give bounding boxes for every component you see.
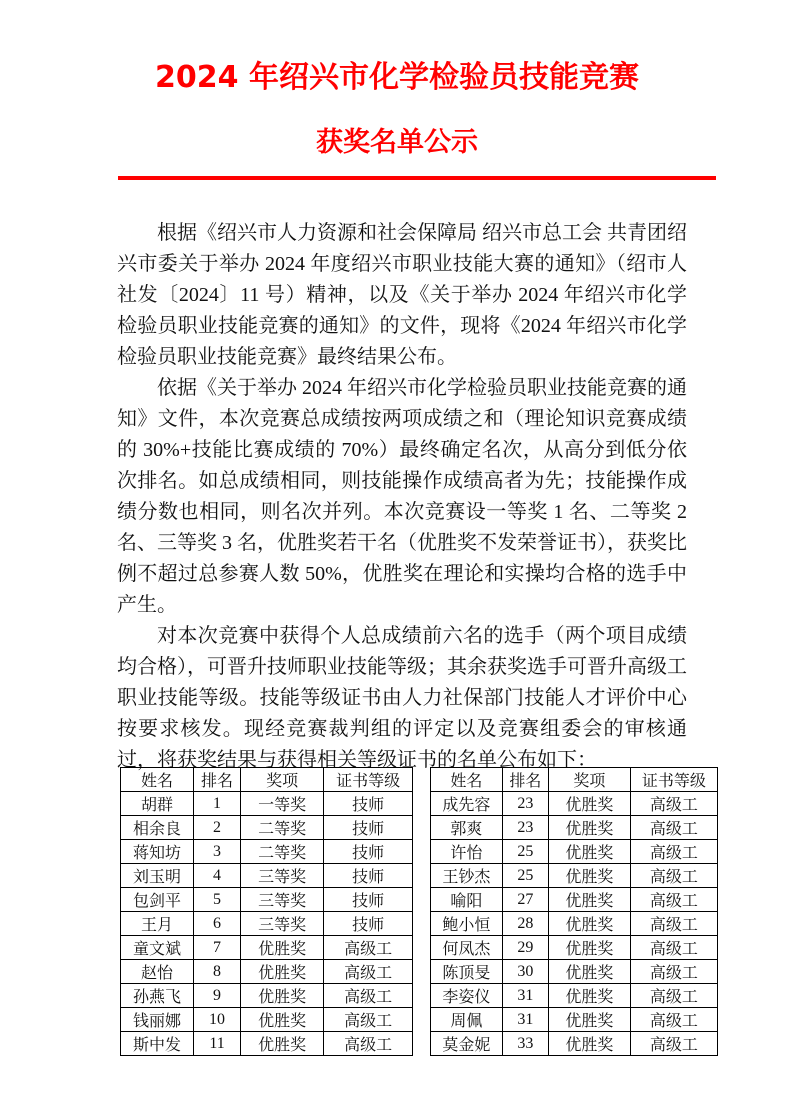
award-cell: 优胜奖 (241, 960, 324, 984)
document-body (117, 218, 687, 776)
table-row (431, 816, 718, 840)
rank-cell: 1 (194, 792, 241, 816)
name-cell: 成先容 (431, 792, 503, 816)
document-title-line1: 2024 年绍兴市化学检验员技能竞赛 (155, 60, 639, 95)
column-header: 奖项 (549, 768, 631, 792)
cert-cell: 高级工 (630, 1032, 717, 1056)
award-cell: 优胜奖 (549, 960, 631, 984)
table-row (431, 912, 718, 936)
award-cell: 优胜奖 (549, 984, 631, 1008)
table-row (431, 792, 718, 816)
title-divider-rule (118, 176, 716, 180)
cert-cell: 高级工 (630, 816, 717, 840)
cert-cell: 技师 (324, 888, 413, 912)
table-row (121, 1032, 413, 1056)
awards-table-left (120, 767, 413, 1056)
column-header: 证书等级 (630, 768, 717, 792)
rank-cell: 10 (194, 1008, 241, 1032)
name-cell: 莫金妮 (431, 1032, 503, 1056)
table-row (431, 1032, 718, 1056)
table-row (121, 864, 413, 888)
award-cell: 一等奖 (241, 792, 324, 816)
award-cell: 优胜奖 (549, 1008, 631, 1032)
table-row (431, 840, 718, 864)
table-row (431, 984, 718, 1008)
rank-cell: 27 (502, 888, 548, 912)
award-cell: 优胜奖 (549, 912, 631, 936)
name-cell: 许怡 (431, 840, 503, 864)
award-cell: 优胜奖 (549, 864, 631, 888)
cert-cell: 高级工 (630, 840, 717, 864)
name-cell: 王月 (121, 912, 194, 936)
cert-cell: 技师 (324, 792, 413, 816)
table-row (121, 960, 413, 984)
award-cell: 优胜奖 (549, 936, 631, 960)
award-cell: 二等奖 (241, 816, 324, 840)
name-cell: 何凤杰 (431, 936, 503, 960)
table-row (431, 1008, 718, 1032)
rank-cell: 31 (502, 1008, 548, 1032)
award-cell: 三等奖 (241, 888, 324, 912)
rank-cell: 25 (502, 864, 548, 888)
rank-cell: 31 (502, 984, 548, 1008)
table-row (121, 1008, 413, 1032)
table-row (121, 816, 413, 840)
name-cell: 孙燕飞 (121, 984, 194, 1008)
name-cell: 相余良 (121, 816, 194, 840)
header-row (431, 768, 718, 792)
column-header: 姓名 (431, 768, 503, 792)
rank-cell: 28 (502, 912, 548, 936)
award-cell: 优胜奖 (549, 840, 631, 864)
body-paragraph: 根据《绍兴市人力资源和社会保障局 绍兴市总工会 共青团绍兴市委关于举办 2024 年度绍兴市职业技能大赛的通知》（绍市人社发〔2024〕11 号）精神，以及《关于举办 2024 年绍兴市化学检验员职业技能竞赛的通知》的文件，现将《2024 年绍兴市化学检验员职业技能竞赛》最终结果公布。 (117, 222, 687, 368)
award-cell: 优胜奖 (241, 1008, 324, 1032)
awards-table-right (430, 767, 718, 1056)
table-row (431, 864, 718, 888)
name-cell: 李姿仪 (431, 984, 503, 1008)
rank-cell: 3 (194, 840, 241, 864)
name-cell: 胡群 (121, 792, 194, 816)
name-cell: 蒋知坊 (121, 840, 194, 864)
cert-cell: 高级工 (630, 912, 717, 936)
document-title-line2: 获奖名单公示 (316, 127, 478, 158)
name-cell: 喻阳 (431, 888, 503, 912)
cert-cell: 技师 (324, 840, 413, 864)
name-cell: 鲍小恒 (431, 912, 503, 936)
cert-cell: 高级工 (324, 936, 413, 960)
table-row (121, 888, 413, 912)
cert-cell: 技师 (324, 864, 413, 888)
rank-cell: 23 (502, 792, 548, 816)
name-cell: 钱丽娜 (121, 1008, 194, 1032)
cert-cell: 高级工 (324, 1032, 413, 1056)
award-cell: 三等奖 (241, 912, 324, 936)
award-cell: 优胜奖 (549, 888, 631, 912)
name-cell: 刘玉明 (121, 864, 194, 888)
cert-cell: 技师 (324, 816, 413, 840)
column-header: 排名 (502, 768, 548, 792)
cert-cell: 高级工 (630, 864, 717, 888)
rank-cell: 6 (194, 912, 241, 936)
rank-cell: 2 (194, 816, 241, 840)
award-cell: 优胜奖 (549, 792, 631, 816)
cert-cell: 高级工 (630, 960, 717, 984)
rank-cell: 7 (194, 936, 241, 960)
rank-cell: 5 (194, 888, 241, 912)
name-cell: 包剑平 (121, 888, 194, 912)
award-cell: 二等奖 (241, 840, 324, 864)
table-row (121, 792, 413, 816)
rank-cell: 4 (194, 864, 241, 888)
cert-cell: 技师 (324, 912, 413, 936)
column-header: 排名 (194, 768, 241, 792)
body-paragraph: 对本次竞赛中获得个人总成绩前六名的选手（两个项目成绩均合格），可晋升技师职业技能等级；其余获奖选手可晋升高级工职业技能等级。技能等级证书由人力社保部门技能人才评价中心按要求核发。现经竞赛裁判组的评定以及竞赛组委会的审核通过，将获奖结果与获得相关等级证书的名单公布如下： (117, 625, 687, 771)
name-cell: 郭爽 (431, 816, 503, 840)
cert-cell: 高级工 (324, 960, 413, 984)
table-row (121, 984, 413, 1008)
award-cell: 优胜奖 (549, 816, 631, 840)
rank-cell: 25 (502, 840, 548, 864)
rank-cell: 30 (502, 960, 548, 984)
rank-cell: 8 (194, 960, 241, 984)
name-cell: 童文斌 (121, 936, 194, 960)
table-row (121, 936, 413, 960)
award-cell: 优胜奖 (241, 936, 324, 960)
rank-cell: 11 (194, 1032, 241, 1056)
table-row (431, 936, 718, 960)
cert-cell: 高级工 (324, 984, 413, 1008)
award-cell: 优胜奖 (241, 984, 324, 1008)
column-header: 奖项 (241, 768, 324, 792)
name-cell: 王钞杰 (431, 864, 503, 888)
cert-cell: 高级工 (630, 1008, 717, 1032)
cert-cell: 高级工 (630, 936, 717, 960)
award-cell: 优胜奖 (241, 1032, 324, 1056)
name-cell: 周佩 (431, 1008, 503, 1032)
table-row (431, 888, 718, 912)
cert-cell: 高级工 (630, 984, 717, 1008)
column-header: 姓名 (121, 768, 194, 792)
rank-cell: 23 (502, 816, 548, 840)
cert-cell: 高级工 (630, 888, 717, 912)
header-row (121, 768, 413, 792)
award-cell: 三等奖 (241, 864, 324, 888)
rank-cell: 29 (502, 936, 548, 960)
name-cell: 陈顶旻 (431, 960, 503, 984)
name-cell: 斯中发 (121, 1032, 194, 1056)
cert-cell: 高级工 (630, 792, 717, 816)
award-cell: 优胜奖 (549, 1032, 631, 1056)
table-row (431, 960, 718, 984)
name-cell: 赵怡 (121, 960, 194, 984)
cert-cell: 高级工 (324, 1008, 413, 1032)
rank-cell: 33 (502, 1032, 548, 1056)
awards-tables (120, 767, 718, 1056)
table-row (121, 912, 413, 936)
rank-cell: 9 (194, 984, 241, 1008)
table-row (121, 840, 413, 864)
column-header: 证书等级 (324, 768, 413, 792)
body-paragraph: 依据《关于举办 2024 年绍兴市化学检验员职业技能竞赛的通知》文件，本次竞赛总成绩按两项成绩之和（理论知识竞赛成绩的 30%+技能比赛成绩的 70%）最终确定名次，从高分到低分依次排名。如总成绩相同，则技能操作成绩高者为先；技能操作成绩分数也相同，则名次并列。本次竞赛设一等奖 1 名、二等奖 2 名、三等奖 3 名，优胜奖若干名（优胜奖不发荣誉证书），获奖比例不超过总参赛人数 50%，优胜奖在理论和实操均合格的选手中产生。 (117, 377, 687, 616)
